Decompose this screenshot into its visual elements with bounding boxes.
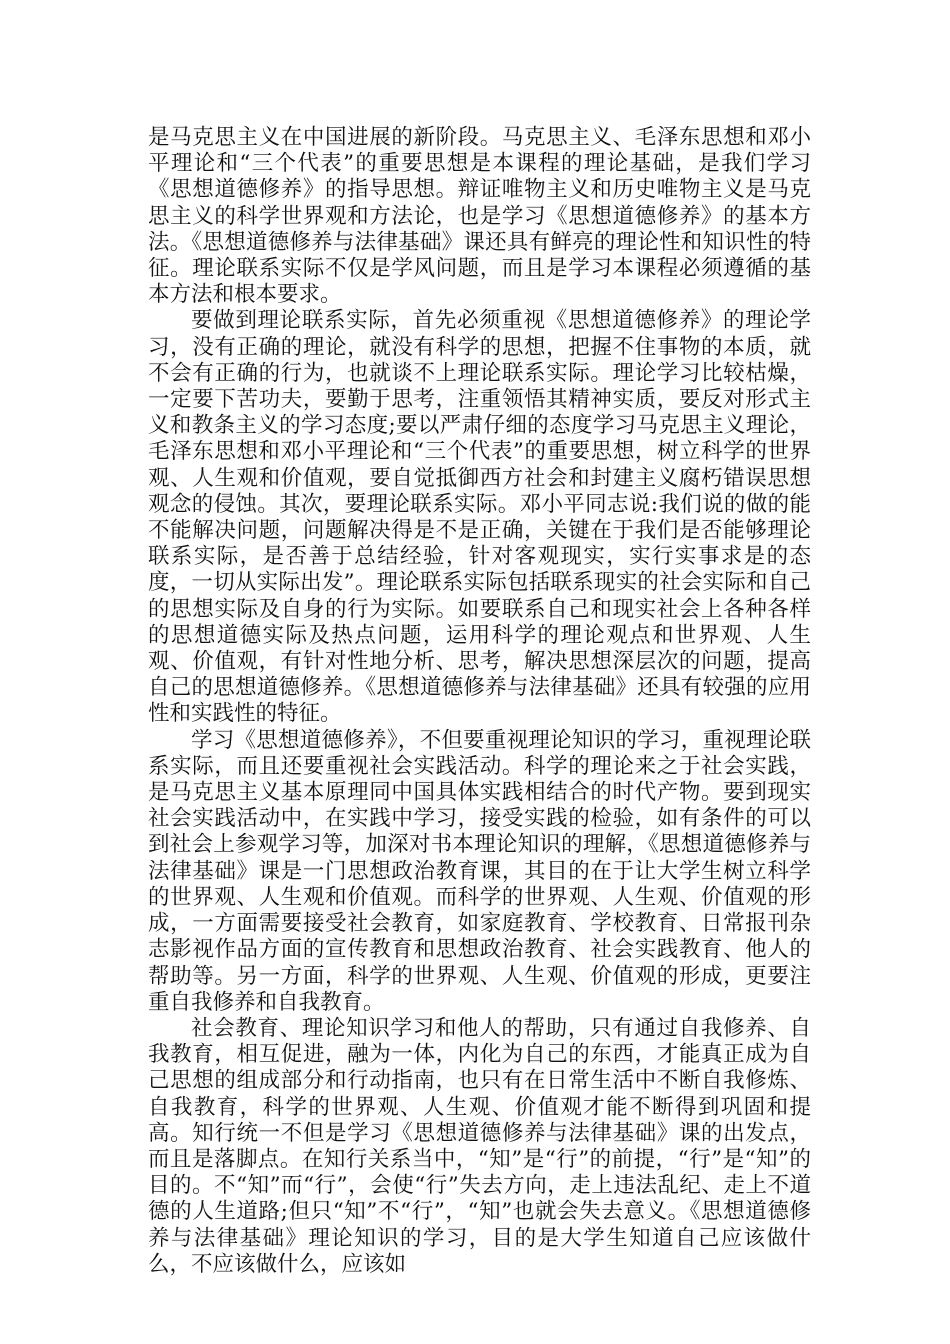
paragraph-4: 社会教育、理论知识学习和他人的帮助，只有通过自我修养、自我教育，相互促进，融为一体，内化为自己的东西，才能真正成为自己思想的组成部分和行动指南，也只有在日常生活中不断自我修炼、自我教育，科学的世界观、人生观、价值观才能不断得到巩固和提高。知行统一不但是学习《思想道德修养与法律基础》课的出发点，而且是落脚点。在知行关系当中，“知”是“行”的前提，“行”是“知”的目的。不“知”而“行”，会使“行”失去方向，走上违法乱纪、走上不道德的人生道路;但只“知”不“行”，“知”也就会失去意义。《思想道德修养与法律基础》理论知识的学习，目的是大学生知道自己应该做什么，不应该做什么，应该如 bbox=[148, 1015, 811, 1277]
paragraph-1: 是马克思主义在中国进展的新阶段。马克思主义、毛泽东思想和邓小平理论和“三个代表”的重要思想是本课程的理论基础，是我们学习《思想道德修养》的指导思想。辩证唯物主义和历史唯物主义是马克思主义的科学世界观和方法论，也是学习《思想道德修养》的基本方法。《思想道德修养与法律基础》课还具有鲜亮的理论性和知识性的特征。理论联系实际不仅是学风问题，而且是学习本课程必须遵循的基本方法和根本要求。 bbox=[148, 125, 811, 308]
paragraph-2: 要做到理论联系实际，首先必须重视《思想道德修养》的理论学习，没有正确的理论，就没有科学的思想，把握不住事物的本质，就不会有正确的行为，也就谈不上理论联系实际。理论学习比较枯燥，一定要下苦功夫，要勤于思考，注重领悟其精神实质，要反对形式主义和教条主义的学习态度;要以严肃仔细的态度学习马克思主义理论，毛泽东思想和邓小平理论和“三个代表”的重要思想，树立科学的世界观、人生观和价值观，要自觉抵御西方社会和封建主义腐朽错误思想观念的侵蚀。其次，要理论联系实际。邓小平同志说:我们说的做的能不能解决问题，问题解决得是不是正确，关键在于我们是否能够理论联系实际，是否善于总结经验，针对客观现实，实行实事求是的态度，一切从实际出发”。理论联系实际包括联系现实的社会实际和自己的思想实际及自身的行为实际。如要联系自己和现实社会上各种各样的思想道德实际及热点问题，运用科学的理论观点和世界观、人生观、价值观，有针对性地分析、思考，解决思想深层次的问题，提高自己的思想道德修养。《思想道德修养与法律基础》还具有较强的应用性和实践性的特征。 bbox=[148, 308, 811, 727]
body-text bbox=[148, 125, 811, 1278]
paragraph-3: 学习《思想道德修养》，不但要重视理论知识的学习，重视理论联系实际，而且还要重视社会实践活动。科学的理论来之于社会实践，是马克思主义基本原理同中国具体实践相结合的时代产物。要到现实社会实践活动中，在实践中学习，接受实践的检验，如有条件的可以到社会上参观学习等，加深对书本理论知识的理解，《思想道德修养与法律基础》课是一门思想政治教育课，其目的在于让大学生树立科学的世界观、人生观和价值观。而科学的世界观、人生观、价值观的形成，一方面需要接受社会教育，如家庭教育、学校教育、日常报刊杂志影视作品方面的宣传教育和思想政治教育、社会实践教育、他人的帮助等。另一方面，科学的世界观、人生观、价值观的形成，更要注重自我修养和自我教育。 bbox=[148, 727, 811, 1015]
